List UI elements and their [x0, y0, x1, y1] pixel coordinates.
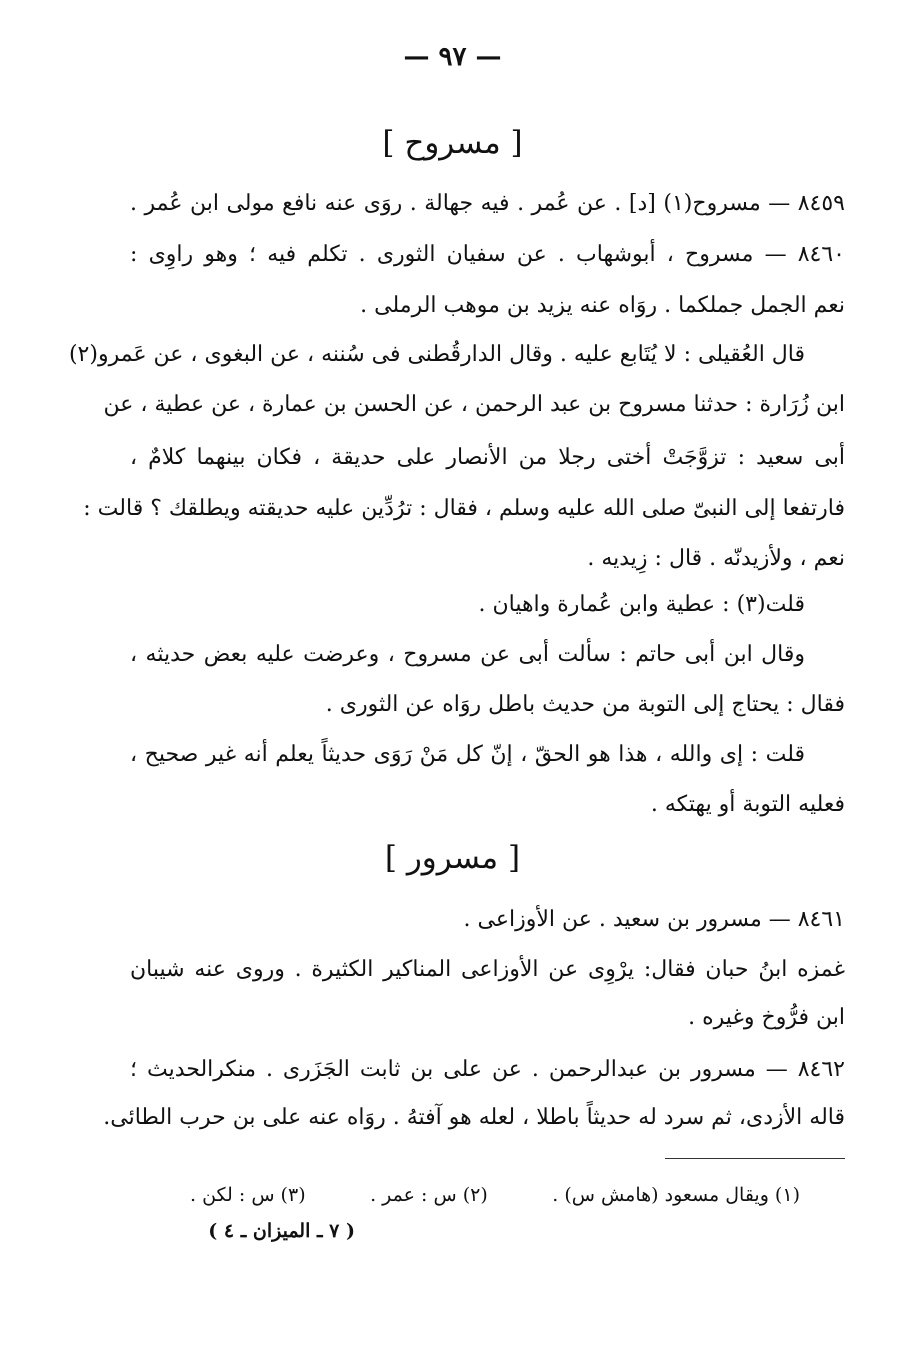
entry-8460-line: نعم الجمل جملكما . روَاه عنه يزيد بن موهب الرملى .: [360, 293, 845, 318]
paragraph-line: فعليه التوبة أو يهتكه .: [650, 792, 845, 817]
entry-8462-line: ٨٤٦٢ — مسرور بن عبدالرحمن . عن على بن ثابت الجَزَرى . منكرالحديث ؛: [130, 1057, 845, 1082]
section-heading-masruh: [0, 125, 905, 161]
section-heading-label: [ مسروح ]: [382, 125, 523, 161]
footnote-separator: [665, 1158, 845, 1159]
section-heading-label: [ مسرور ]: [384, 840, 521, 876]
paragraph-line: فقال : يحتاج إلى التوبة من حديث باطل روَاه عن الثورى .: [325, 692, 845, 717]
page-number: — ٩٧ —: [403, 42, 502, 72]
paragraph-line: ابن زُرَارة : حدثنا مسروح بن عبد الرحمن ، عن الحسن بن عمارة ، عن عطية ، عن: [103, 392, 845, 417]
entry-8459-line: ٨٤٥٩ — مسروح(١) [د] . عن عُمر . فيه جهالة . روَى عنه نافع مولى ابن عُمر .: [130, 191, 845, 216]
paragraph-line: أبى سعيد : تزوَّجَتْ أختى رجلا من الأنصار على حديقة ، فكان بينهما كلامٌ ،: [130, 445, 845, 470]
footnote-1: (١) ويقال مسعود (هامش س) .: [552, 1184, 800, 1206]
paragraph-line: نعم ، ولأزيدنّه . قال : زِيديه .: [587, 546, 845, 571]
paragraph-line: ابن فرُّوخ وغيره .: [688, 1005, 845, 1030]
paragraph-line: قلت : إى والله ، هذا هو الحقّ ، إنّ كل مَنْ رَوَى حديثاً يعلم أنه غير صحيح ،: [130, 742, 805, 767]
paragraph-line: قال العُقيلى : لا يُتَابع عليه . وقال الدارقُطنى فى سُننه ، عن البغوى ، عن عَمرو(٢): [68, 342, 805, 367]
footnote-3: (٣) س : لكن .: [190, 1184, 306, 1206]
paragraph-line: فارتفعا إلى النبىّ صلى الله عليه وسلم ، فقال : ترُدِّين عليه حديقته ويطلقك ؟ قالت :: [83, 496, 845, 521]
entry-8462-line: قاله الأزدى، ثم سرد له حديثاً باطلا ، لعله هو آفتهُ . روَاه عنه على بن حرب الطائى.: [103, 1105, 845, 1130]
footnote-2: (٢) س : عمر .: [370, 1184, 488, 1206]
entry-8461-line: ٨٤٦١ — مسرور بن سعيد . عن الأوزاعى .: [463, 907, 845, 932]
entry-8460-line: ٨٤٦٠ — مسروح ، أبوشهاب . عن سفيان الثورى . تكلم فيه ؛ وهو راوِى :: [130, 242, 845, 267]
note-line: قلت(٣) : عطية وابن عُمارة واهيان .: [478, 592, 805, 617]
signature-mark: ( ٧ ـ الميزان ـ ٤ ): [208, 1220, 355, 1242]
paragraph-line: غمزه ابنُ حبان فقال: يرْوِى عن الأوزاعى المناكير الكثيرة . وروى عنه شيبان: [130, 957, 845, 982]
section-heading-masrur: [0, 840, 905, 876]
footnotes: [190, 1180, 800, 1210]
paragraph-line: وقال ابن أبى حاتم : سألت أبى عن مسروح ، وعرضت عليه بعض حديثه ،: [130, 642, 805, 667]
